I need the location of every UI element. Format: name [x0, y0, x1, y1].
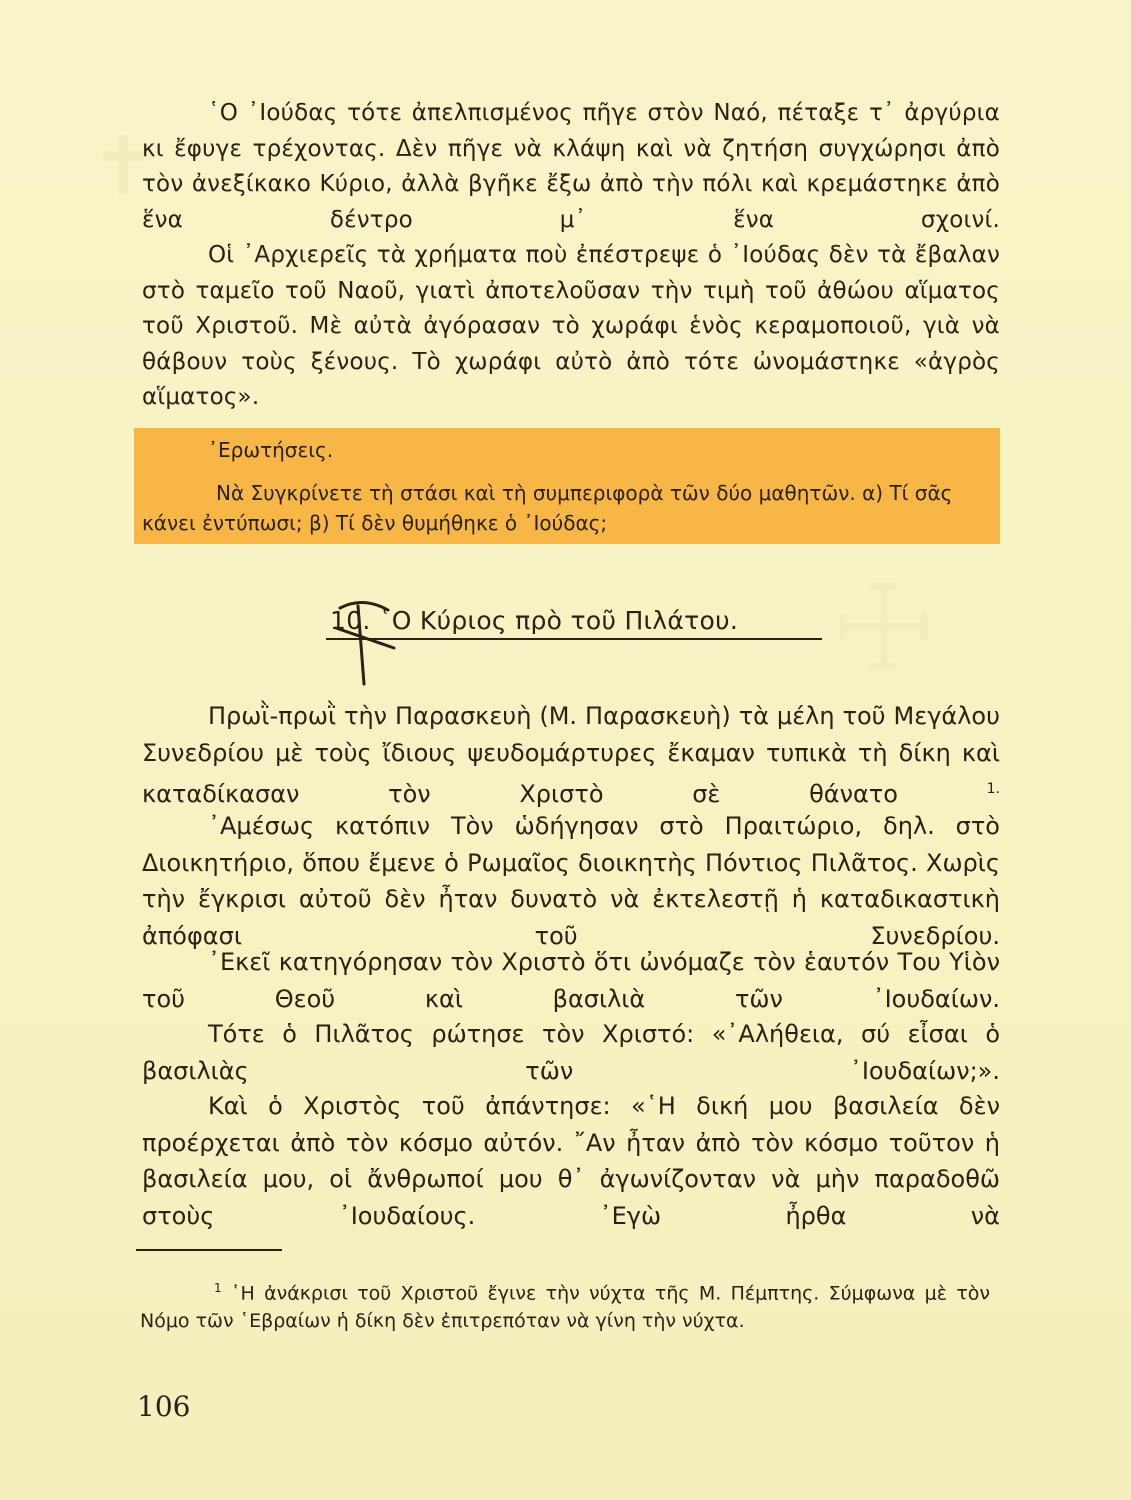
paragraph-judas: ῾Ο ᾿Ιούδας τότε ἀπελπισμένος πῆγε στὸν Ναό, πέταξε τ᾿ ἀργύρια κι ἔφυγε τρέχοντας. Δὲν πῆγε νὰ κλάψη καὶ νὰ ζητήση συγχώρησι ἀπὸ τὸν ἀνεξίκακο Κύριο, ἀλλὰ βγῆκε ἔξω ἀπὸ τὴν πόλι καὶ κρεμάστηκε ἀπὸ ἕνα δέντρο μ᾿ ἕνα σχοινί. [142, 100, 1000, 233]
paragraph-accusation: ᾿Εκεῖ κατηγόρησαν τὸν Χριστὸ ὅτι ὠνόμαζε τὸν ἑαυτόν Του Υἱὸν τοῦ Θεοῦ καὶ βασιλιὰ τῶν ᾿Ιουδαίων. [142, 948, 1000, 1013]
paragraph-friday-trial: Πρωῒ-πρωῒ τὴν Παρασκευὴ (Μ. Παρασκευὴ) τὰ μέλη τοῦ Μεγάλου Συνεδρίου μὲ τοὺς ἴδιους ψευδομάρτυρες ἔκαμαν τυπικὰ τὴ δίκη καὶ καταδίκασαν τὸν Χριστὸ σὲ θάνατο $^{1.}$ [142, 702, 1000, 808]
background-illustration: ✝ [90, 120, 158, 213]
footnote-reference: 1. [986, 781, 1000, 797]
paragraph-christ-answer: Καὶ ὁ Χριστὸς τοῦ ἀπάντησε: «῾Η δική μου βασιλεία δὲν προέρχεται ἀπὸ τὸν κόσμο αὐτόν. ῎Αν ἦταν ἀπὸ τὸν κόσμο τοῦτον ἡ βασιλεία μου, οἱ ἄνθρωποί μου θ᾿ ἀγωνίζονταν νὰ μὴν παραδοθῶ στοὺς ᾿Ιουδαίους. ᾿Εγὼ ἦρθα νὰ [142, 1092, 1000, 1230]
footnote: $^1$ ῾Η ἀνάκρισι τοῦ Χριστοῦ ἔγινε τὴν νύχτα τῆς Μ. Πέμπτης. Σύμφωνα μὲ τὸν Νόμο τῶν ῾Εβραίων ἡ δίκη δὲν ἐπιτρεπόταν νὰ γίνη τὴν νύχτα. [140, 1281, 990, 1333]
questions-text: Νὰ Συγκρίνετε τὴ στάσι καὶ τὴ συμπεριφορὰ τῶν δύο μαθητῶν. α) Τί σᾶς κάνει ἐντύπωσι; β) Τί δὲν θυμήθηκε ὁ ᾿Ιούδας; [142, 481, 953, 535]
heading-underline [326, 638, 822, 640]
paragraph-praetorium: ᾿Αμέσως κατόπιν Τὸν ὡδήγησαν στὸ Πραιτώριο, δηλ. στὸ Διοικητήριο, ὅπου ἔμενε ὁ Ρωμαῖος διοικητὴς Πόντιος Πιλᾶτος. Χωρὶς τὴν ἔγκρισι αὐτοῦ δὲν ἦταν δυνατὸ νὰ ἐκτελεστῇ ἡ καταδικαστικὴ ἀπόφασι τοῦ Συνεδρίου. [142, 812, 1000, 950]
background-illustration: ☩ [830, 560, 938, 699]
paragraph-high-priests: Οἱ ᾿Αρχιερεῖς τὰ χρήματα ποὺ ἐπέστρεψε ὁ ᾿Ιούδας δὲν τὰ ἔβαλαν στὸ ταμεῖο τοῦ Ναοῦ, γιατὶ ἀποτελοῦσαν τὴν τιμὴ τοῦ ἀθώου αἵματος τοῦ Χριστοῦ. Μὲ αὐτὰ ἀγόρασαν τὸ χωράφι ἑνὸς κεραμοποιοῦ, γιὰ νὰ θάβουν τοὺς ξένους. Τὸ χωράφι αὐτὸ ἀπὸ τότε ὠνομάστηκε «ἀγρὸς αἵματος». [142, 242, 1000, 410]
section-heading: 10. ῾Ο Κύριος πρὸ τοῦ Πιλάτου. [330, 606, 739, 635]
paragraph-pilate-question: Τότε ὁ Πιλᾶτος ρώτησε τὸν Χριστό: «᾿Αλήθεια, σύ εἶσαι ὁ βασιλιὰς τῶν ᾿Ιουδαίων;». [142, 1020, 1000, 1085]
footnote-rule [136, 1249, 282, 1251]
footnote-number: 1 [214, 1281, 222, 1295]
questions-title: ᾿Ερωτήσεις. [208, 438, 334, 462]
page-number: 106 [137, 1390, 191, 1423]
